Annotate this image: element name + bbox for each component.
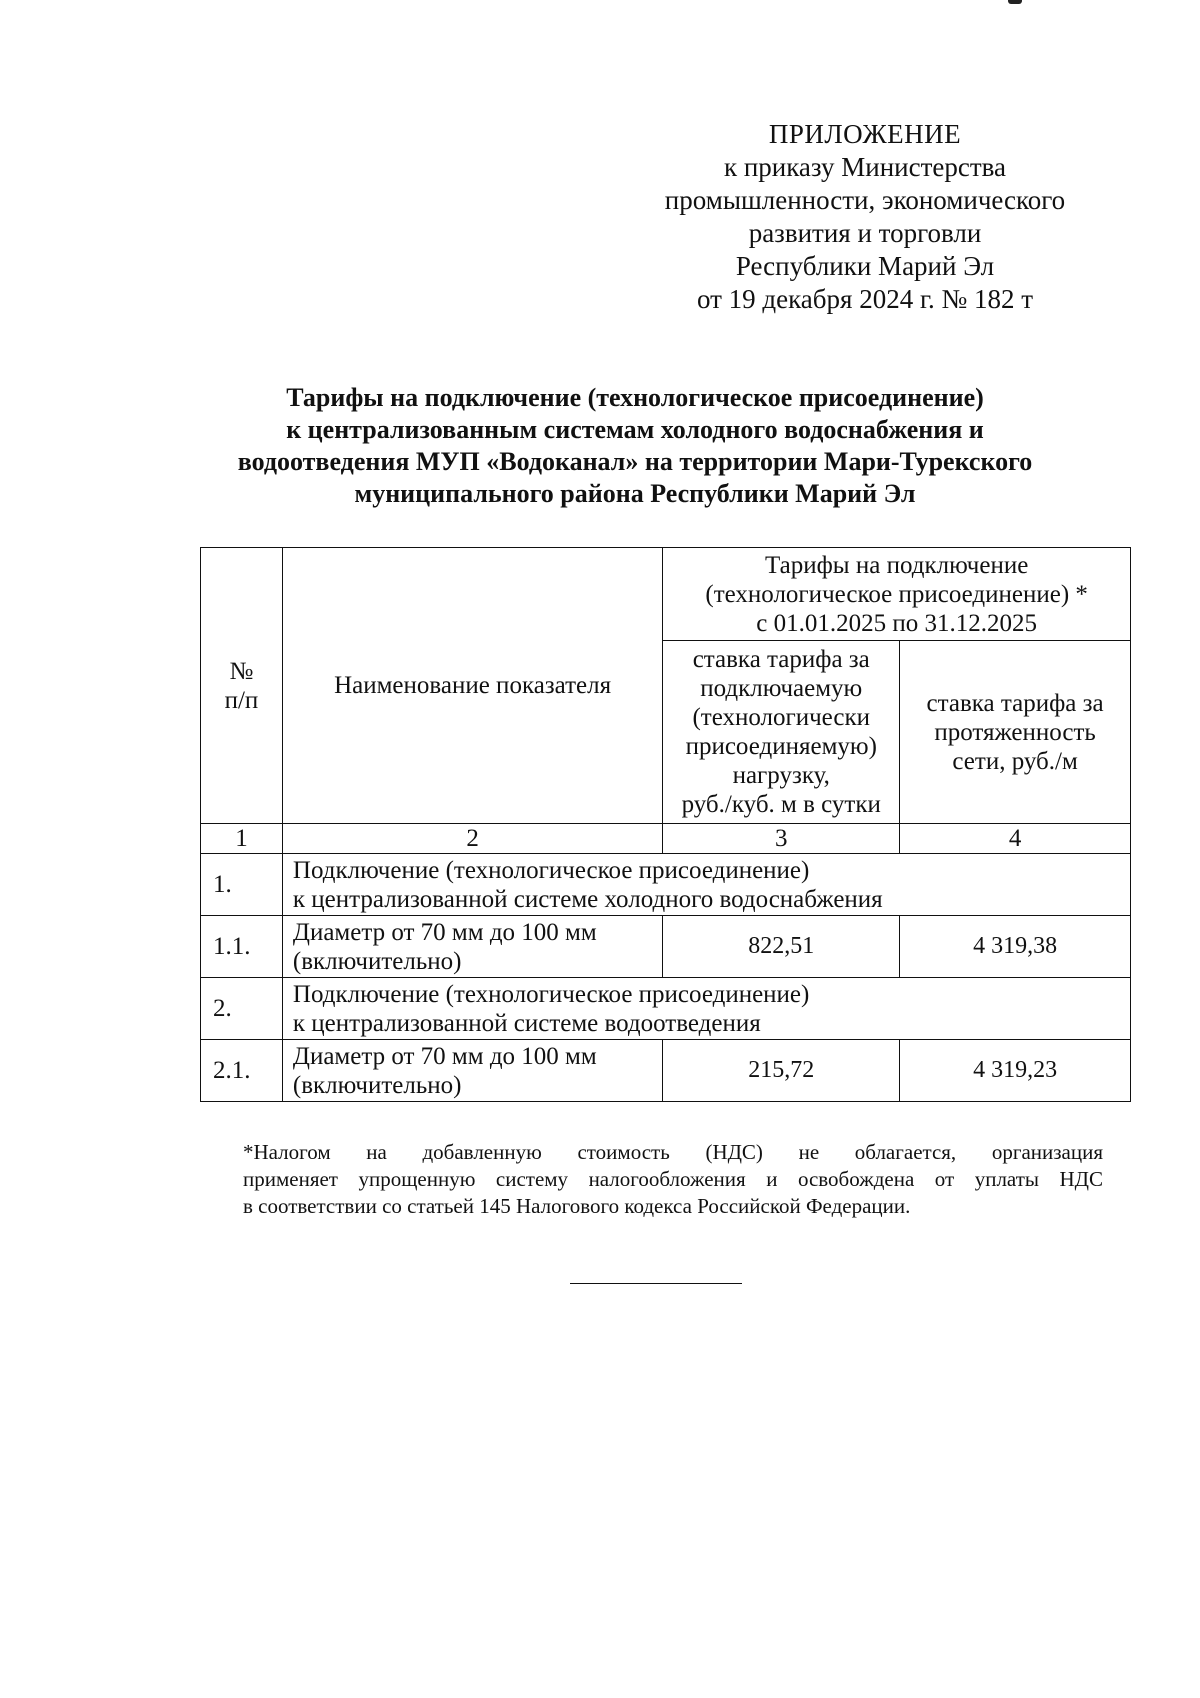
header-col-name: Наименование показателя: [282, 548, 662, 824]
appendix-title: ПРИЛОЖЕНИЕ: [768, 119, 962, 149]
table-section-row: [201, 978, 1131, 1040]
appendix-block: [620, 118, 1110, 316]
vat-footnote: [243, 1139, 1103, 1220]
end-divider: [570, 1283, 742, 1284]
footnote-line: в соответствии со статьей 145 Налогового кодекса Российской Федерации.: [243, 1194, 911, 1218]
row-load-rate: 822,51: [663, 916, 900, 978]
title-line: Тарифы на подключение (технологическое присоединение): [286, 383, 984, 412]
header-load-rate: ставка тарифа за подключаемую (технологически присоединяемую) нагрузку, руб./куб. м в сутки: [663, 641, 900, 824]
title-line: водоотведения МУП «Водоканал» на территории Мари-Турекского: [237, 447, 1033, 476]
row-length-rate: 4 319,23: [900, 1040, 1131, 1102]
table-row: [201, 1040, 1131, 1102]
header-col-number: № п/п: [201, 548, 283, 824]
document-title: [190, 382, 1080, 510]
appendix-line: развития и торговли: [748, 218, 982, 248]
scan-corner-mark: [1008, 0, 1022, 4]
column-numbers-row: [201, 824, 1131, 854]
title-line: муниципального района Республики Марий Эл: [354, 479, 916, 508]
header-length-rate: ставка тарифа за протяженность сети, руб./м: [900, 641, 1131, 824]
appendix-line: Республики Марий Эл: [735, 251, 995, 281]
tariffs-table: [200, 547, 1131, 1102]
column-number: 3: [663, 824, 900, 854]
row-length-rate: 4 319,38: [900, 916, 1131, 978]
table-header-row: [201, 548, 1131, 641]
column-number: 4: [900, 824, 1131, 854]
column-number: 2: [282, 824, 662, 854]
table-section-row: [201, 854, 1131, 916]
column-number: 1: [201, 824, 283, 854]
row-name: Диаметр от 70 мм до 100 мм (включительно): [282, 1040, 662, 1102]
section-number: 2.: [201, 978, 283, 1040]
section-number: 1.: [201, 854, 283, 916]
appendix-line: к приказу Министерства: [723, 152, 1007, 182]
footnote-line: *Налогом на добавленную стоимость (НДС) не облагается, организация: [243, 1140, 1103, 1164]
appendix-line: промышленности, экономического: [664, 185, 1066, 215]
row-load-rate: 215,72: [663, 1040, 900, 1102]
appendix-order-reference: от 19 декабря 2024 г. № 182 т: [696, 284, 1034, 314]
row-number: 1.1.: [201, 916, 283, 978]
section-title: Подключение (технологическое присоединение) к централизованной системе водоотведения: [282, 978, 1130, 1040]
row-number: 2.1.: [201, 1040, 283, 1102]
row-name: Диаметр от 70 мм до 100 мм (включительно): [282, 916, 662, 978]
footnote-line: применяет упрощенную систему налогообложения и освобождена от уплаты НДС: [243, 1167, 1103, 1191]
section-title: Подключение (технологическое присоединение) к централизованной системе холодного водоснабжения: [282, 854, 1130, 916]
title-line: к централизованным системам холодного водоснабжения и: [286, 415, 984, 444]
table-row: [201, 916, 1131, 978]
header-tariff-group: Тарифы на подключение (технологическое присоединение) * с 01.01.2025 по 31.12.2025: [663, 548, 1131, 641]
